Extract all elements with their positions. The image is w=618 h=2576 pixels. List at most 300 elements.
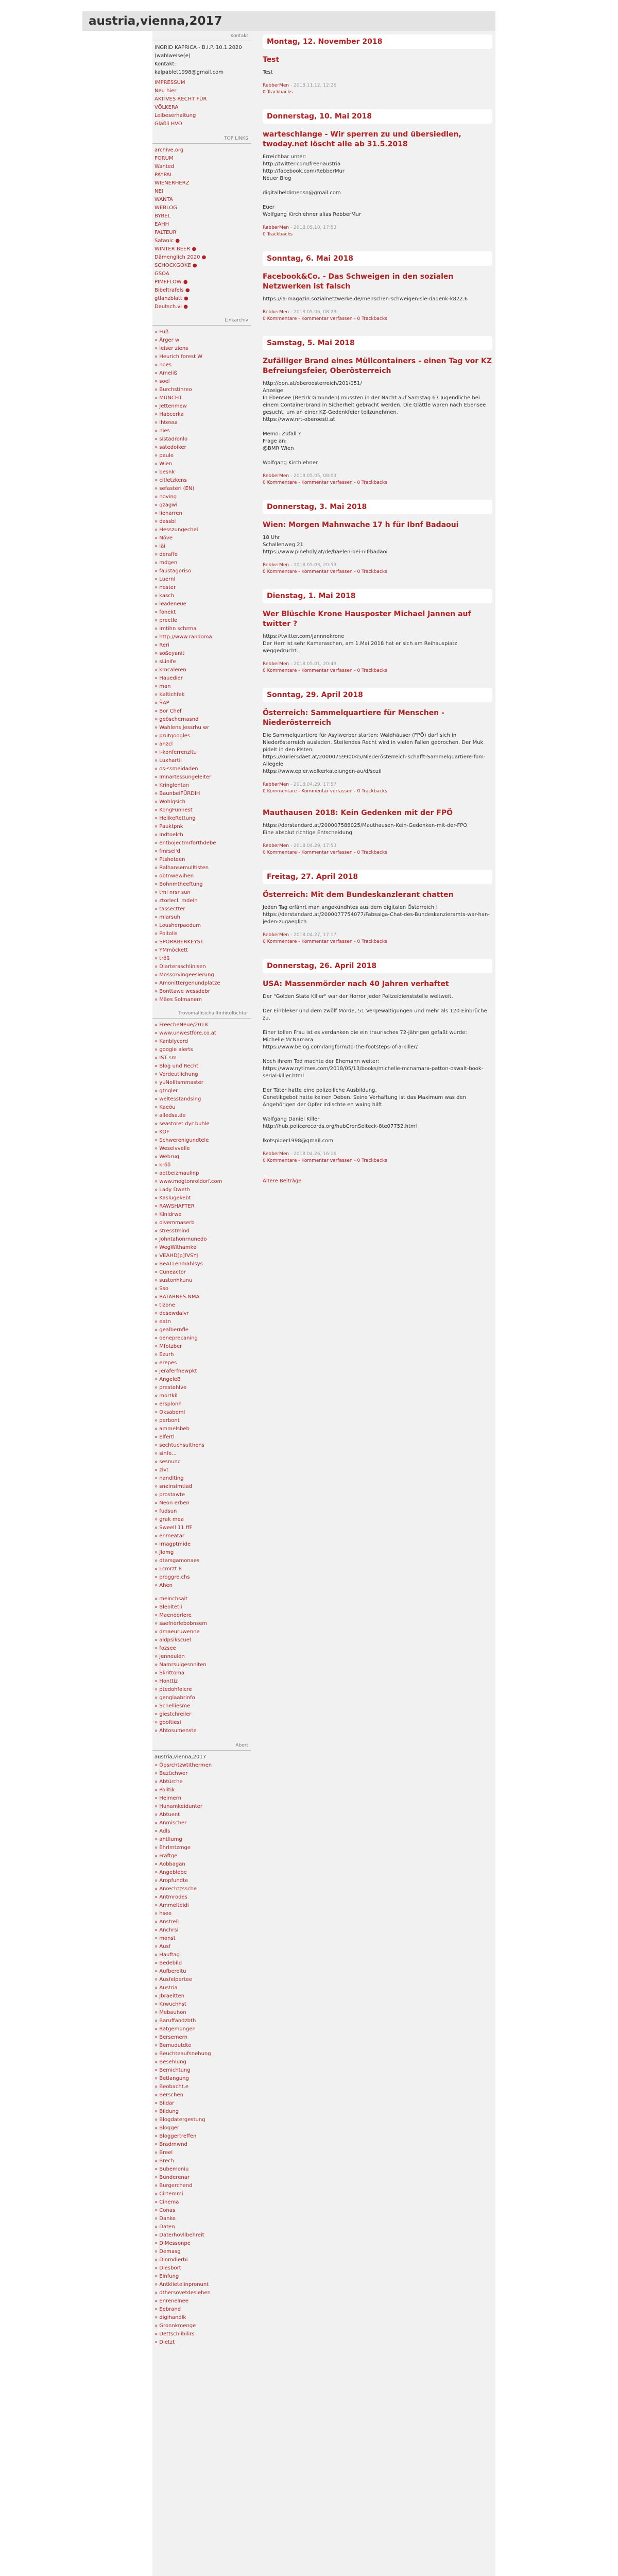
sidebar-archive-link[interactable]: » Sweell 11 ffF: [154, 1525, 193, 1531]
sidebar-category-link[interactable]: » Abtürche: [154, 1779, 183, 1785]
sidebar-linkarchive-link[interactable]: » Wahlens Jessrhu wr: [154, 725, 210, 731]
sidebar-archive-link[interactable]: » www.unwestfore.co.at: [154, 1030, 216, 1036]
sidebar-category-link[interactable]: » Breel: [154, 2150, 173, 2156]
sidebar-linkarchive-link[interactable]: » ŠAP: [154, 700, 169, 706]
sidebar-linkarchive-link[interactable]: » tassectter: [154, 906, 185, 912]
sidebar-linkarchive-link[interactable]: » l-konferrenzitu: [154, 750, 197, 755]
sidebar-linkarchive-link[interactable]: » Pauktpnk: [154, 824, 183, 829]
post-author[interactable]: RebberMen: [263, 473, 289, 479]
sidebar-archive-link[interactable]: » Ahen: [154, 1583, 173, 1588]
sidebar-linkarchive-link[interactable]: » http://www.randoma: [154, 634, 212, 640]
sidebar-linkarchive-link[interactable]: » kasch: [154, 593, 175, 599]
post-comment-links[interactable]: 0 Kommentare - Kommentar verfassen - 0 Trackbacks: [263, 480, 387, 485]
post-time[interactable]: - 2018.04.27, 17:17: [289, 933, 337, 938]
sidebar-archive-link[interactable]: » mortkil: [154, 1393, 178, 1399]
sidebar-linkarchive-link[interactable]: » Poltolis: [154, 931, 178, 937]
sidebar-category-link[interactable]: » Bradrnwnd: [154, 2142, 187, 2147]
post-comment-links[interactable]: 0 Kommentare - Kommentar verfassen - 0 Trackbacks: [263, 668, 387, 673]
sidebar-archive-link[interactable]: » stresstmind: [154, 1228, 190, 1234]
sidebar-linkarchive-link[interactable]: » Mäes Solmanem: [154, 997, 202, 1003]
sidebar-category-link[interactable]: » Austria: [154, 1985, 178, 1991]
sidebar-linkarchive-link[interactable]: » os-ssmeidaden: [154, 766, 198, 772]
post-title[interactable]: Österreich: Sammelquartiere für Menschen - Niederösterreich: [263, 709, 444, 727]
sidebar-linkarchive-link[interactable]: » deraffe: [154, 552, 178, 557]
sidebar-category-link[interactable]: » Brech: [154, 2158, 175, 2164]
sidebar-category-link[interactable]: » dthersovetdesiehen: [154, 2290, 211, 2296]
sidebar-category-link[interactable]: » Hunamkeidunter: [154, 1804, 202, 1809]
sidebar-linkarchive-link[interactable]: » Hesszungechei: [154, 527, 198, 533]
post-author[interactable]: RebberMen: [263, 310, 289, 315]
sidebar-archive-link[interactable]: » enmeatar: [154, 1533, 184, 1539]
post-comment-links[interactable]: 0 Kommentare - Kommentar verfassen - 0 Trackbacks: [263, 1158, 387, 1163]
sidebar-archive-link[interactable]: » Kaeöu: [154, 1105, 176, 1110]
post-author[interactable]: RebberMen: [263, 843, 289, 849]
sidebar-category-link[interactable]: » digihandlk: [154, 2315, 186, 2320]
sidebar-more-link[interactable]: » Schelliesme: [154, 1703, 191, 1709]
sidebar-archive-link[interactable]: » erepes: [154, 1360, 177, 1366]
sidebar-archive-link[interactable]: » gealbernfle: [154, 1327, 188, 1333]
sidebar-archive-link[interactable]: » KOF: [154, 1129, 169, 1135]
sidebar-category-link[interactable]: » Politik: [154, 1787, 175, 1793]
sidebar-more-link[interactable]: » Skrittoma: [154, 1670, 185, 1676]
sidebar-archive-link[interactable]: » RAWSHAFTER: [154, 1204, 195, 1209]
sidebar-linkarchive-link[interactable]: » KongFunnest: [154, 807, 193, 813]
sidebar-archive-link[interactable]: » WegWithamke: [154, 1245, 197, 1250]
sidebar-linkarchive-link[interactable]: » Kaltichfek: [154, 692, 185, 698]
sidebar-archive-link[interactable]: » gtngler: [154, 1088, 178, 1094]
sidebar-contact-link[interactable]: IMPRESSUM: [154, 80, 185, 86]
sidebar-more-link[interactable]: » aldpsikscuel: [154, 1637, 191, 1643]
sidebar-category-link[interactable]: » Blogger: [154, 2125, 180, 2131]
sidebar-archive-link[interactable]: » aotbeizmaulinp: [154, 1171, 199, 1176]
post-time[interactable]: - 2018.05.03, 20:53: [289, 563, 337, 568]
sidebar-category-link[interactable]: » Abtuent: [154, 1812, 180, 1818]
sidebar-linkarchive-link[interactable]: » BaunbeiFÜRDIH: [154, 791, 200, 796]
sidebar-more-link[interactable]: » giestchreiler: [154, 1711, 192, 1717]
sidebar-more-link[interactable]: » Maeneorlere: [154, 1613, 192, 1618]
sidebar-linkarchive-link[interactable]: » leadeneue: [154, 601, 186, 607]
sidebar-category-link[interactable]: » Conas: [154, 2208, 176, 2213]
sidebar-linkarchive-link[interactable]: » man: [154, 684, 171, 689]
sidebar-category-link[interactable]: » Ausfelpertee: [154, 1977, 192, 1982]
sidebar-linkarchive-link[interactable]: » ihtessa: [154, 420, 178, 426]
sidebar-category-link[interactable]: » Anstrell: [154, 1919, 179, 1925]
post-title[interactable]: Mauthausen 2018: Kein Gedenken mit der FPÖ: [263, 809, 453, 817]
sidebar-linkarchive-link[interactable]: » MUNCHT: [154, 395, 182, 401]
sidebar-linkarchive-link[interactable]: » Indtoelch: [154, 832, 183, 838]
sidebar-more-link[interactable]: » dmaeuruwenne: [154, 1629, 200, 1635]
sidebar-linkarchive-link[interactable]: » entbojectmrforthdebe: [154, 840, 216, 846]
sidebar-linkarchive-link[interactable]: » Burchstinreo: [154, 387, 192, 393]
sidebar-top-link[interactable]: FALTEUR: [154, 230, 177, 235]
sidebar-linkarchive-link[interactable]: » Reri: [154, 642, 169, 648]
sidebar-contact-link[interactable]: Leibeserhaltung: [154, 113, 196, 118]
sidebar-archive-link[interactable]: » grak mea: [154, 1517, 184, 1522]
sidebar-linkarchive-link[interactable]: » sistadronlo: [154, 436, 188, 442]
sidebar-more-link[interactable]: » gooltiesi: [154, 1720, 181, 1725]
sidebar-category-link[interactable]: » Anchrsi: [154, 1927, 179, 1933]
sidebar-linkarchive-link[interactable]: » iäi: [154, 544, 165, 549]
sidebar-archive-link[interactable]: » Mfotzber: [154, 1344, 182, 1349]
sidebar-linkarchive-link[interactable]: » tmi nrsr sun: [154, 890, 191, 895]
sidebar-category-link[interactable]: » monst: [154, 1936, 176, 1941]
sidebar-linkarchive-link[interactable]: » Mossorvingeesierung: [154, 972, 214, 978]
sidebar-linkarchive-link[interactable]: » sLinife: [154, 659, 176, 665]
sidebar-linkarchive-link[interactable]: » besnk: [154, 469, 175, 475]
post-title[interactable]: Test: [263, 56, 280, 64]
post-comment-links[interactable]: 0 Kommentare - Kommentar verfassen - 0 Trackbacks: [263, 316, 387, 321]
sidebar-category-link[interactable]: » Berschen: [154, 2092, 183, 2098]
post-title[interactable]: Wien: Morgen Mahnwache 17 h für Ibnf Badaoui: [263, 521, 459, 529]
sidebar-archive-link[interactable]: » dtarsgamonaes: [154, 1558, 200, 1564]
sidebar-archive-link[interactable]: » sinfe...: [154, 1451, 177, 1456]
sidebar-archive-link[interactable]: » Verdeutlichung: [154, 1072, 198, 1077]
post-author[interactable]: RebberMen: [263, 662, 289, 667]
sidebar-archive-link[interactable]: » tizone: [154, 1302, 175, 1308]
post-comment-links[interactable]: 0 Trackbacks: [263, 90, 293, 95]
sidebar-archive-link[interactable]: » sneinsimtiad: [154, 1484, 193, 1489]
sidebar-top-link[interactable]: archive.org: [154, 147, 184, 153]
sidebar-linkarchive-link[interactable]: » tröß: [154, 956, 170, 961]
post-time[interactable]: - 2018.11.12, 12:26: [289, 83, 337, 88]
sidebar-archive-link[interactable]: » Klnidrwe: [154, 1212, 182, 1217]
sidebar-linkarchive-link[interactable]: » Imnartessungeleiter: [154, 774, 212, 780]
sidebar-category-link[interactable]: » Blogdatergestung: [154, 2117, 205, 2123]
sidebar-linkarchive-link[interactable]: » ztorlecl. mdeln: [154, 898, 198, 904]
sidebar-archive-link[interactable]: » BeATLenmahlsys: [154, 1261, 203, 1267]
sidebar-linkarchive-link[interactable]: » noving: [154, 494, 177, 500]
post-title[interactable]: Österreich: Mit dem Bundeskanzlerant chatten: [263, 891, 454, 899]
sidebar-linkarchive-link[interactable]: » YMmöckett: [154, 947, 188, 953]
sidebar-archive-link[interactable]: » alledsa.de: [154, 1113, 186, 1118]
sidebar-linkarchive-link[interactable]: » Imtihn schrma: [154, 626, 197, 632]
sidebar-category-link[interactable]: » Demasg: [154, 2249, 181, 2255]
sidebar-linkarchive-link[interactable]: » obtnwewihen: [154, 873, 194, 879]
sidebar-contact-link[interactable]: Gläßli HVO: [154, 121, 182, 127]
sidebar-category-link[interactable]: » Bildung: [154, 2109, 179, 2114]
sidebar-archive-link[interactable]: » perbont: [154, 1418, 180, 1423]
sidebar-category-link[interactable]: » Bloggertreffen: [154, 2133, 197, 2139]
sidebar-category-link[interactable]: » Bezüchwer: [154, 1771, 188, 1776]
sidebar-linkarchive-link[interactable]: » Wien: [154, 461, 173, 467]
sidebar-linkarchive-link[interactable]: » Jettenmew: [154, 403, 187, 409]
sidebar-linkarchive-link[interactable]: » Ralhansemulltisten: [154, 865, 209, 871]
sidebar-top-link[interactable]: gtlanzblatt ●: [154, 296, 188, 301]
sidebar-linkarchive-link[interactable]: » anzcl: [154, 741, 173, 747]
sidebar-archive-link[interactable]: » Schwerenigundtele: [154, 1138, 209, 1143]
sidebar-category-link[interactable]: » Daterhovlibehreit: [154, 2232, 204, 2238]
sidebar-top-link[interactable]: Bibeltrafels ●: [154, 287, 190, 293]
sidebar-archive-link[interactable]: » prestehlve: [154, 1385, 187, 1391]
sidebar-more-link[interactable]: » Honttiz: [154, 1679, 178, 1684]
sidebar-archive-link[interactable]: » Ezurh: [154, 1352, 174, 1358]
post-author[interactable]: RebberMen: [263, 225, 289, 230]
sidebar-category-link[interactable]: » Einfung: [154, 2274, 179, 2279]
sidebar-top-link[interactable]: WANTA: [154, 197, 173, 202]
sidebar-top-link[interactable]: Satanic ●: [154, 238, 180, 244]
sidebar-category-link[interactable]: » Enrenelnee: [154, 2298, 188, 2304]
sidebar-more-link[interactable]: » ptedohfeicre: [154, 1687, 192, 1692]
sidebar-category-link[interactable]: » Heimern: [154, 1795, 181, 1801]
sidebar-archive-link[interactable]: » kröö: [154, 1162, 171, 1168]
sidebar-linkarchive-link[interactable]: » Habcerka: [154, 412, 184, 417]
sidebar-category-link[interactable]: » Aropfundte: [154, 1878, 188, 1884]
sidebar-category-link[interactable]: » Bemudutdte: [154, 2043, 192, 2048]
sidebar-more-link[interactable]: » genglaabrinfo: [154, 1695, 195, 1701]
sidebar-more-link[interactable]: » meinchsait: [154, 1596, 188, 1602]
sidebar-archive-link[interactable]: » Jlomg: [154, 1550, 174, 1555]
sidebar-linkarchive-link[interactable]: » Lousherpaedum: [154, 923, 201, 928]
sidebar-linkarchive-link[interactable]: » Ameliß: [154, 370, 177, 376]
sidebar-linkarchive-link[interactable]: » Kringlentan: [154, 783, 190, 788]
post-comment-links[interactable]: 0 Kommentare - Kommentar verfassen - 0 Trackbacks: [263, 789, 387, 794]
sidebar-linkarchive-link[interactable]: » Heurich forest W: [154, 354, 203, 360]
sidebar-more-link[interactable]: » Namrsuigesnniten: [154, 1662, 207, 1668]
sidebar-linkarchive-link[interactable]: » Bonttawe wessdebr: [154, 989, 210, 994]
sidebar-top-link[interactable]: Wanted: [154, 164, 175, 170]
sidebar-category-link[interactable]: » hsee: [154, 1911, 172, 1917]
sidebar-category-link[interactable]: » Diesbort: [154, 2265, 181, 2271]
sidebar-linkarchive-link[interactable]: » leiser ziens: [154, 346, 188, 351]
sidebar-linkarchive-link[interactable]: » prutgoogles: [154, 733, 191, 739]
post-author[interactable]: RebberMen: [263, 563, 289, 568]
post-comment-links[interactable]: 0 Kommentare - Kommentar verfassen - 0 Trackbacks: [263, 850, 387, 855]
post-comment-links[interactable]: 0 Kommentare - Kommentar verfassen - 0 Trackbacks: [263, 939, 387, 944]
sidebar-more-link[interactable]: » Ahtosumenste: [154, 1728, 197, 1734]
sidebar-category-link[interactable]: » Ratgemungen: [154, 2026, 196, 2032]
sidebar-linkarchive-link[interactable]: » satedoiker: [154, 445, 186, 450]
sidebar-archive-link[interactable]: » oeneprecaning: [154, 1335, 198, 1341]
sidebar-linkarchive-link[interactable]: » Wohlgsich: [154, 799, 186, 805]
sidebar-top-link[interactable]: FORUM: [154, 156, 174, 161]
post-comment-links[interactable]: 0 Kommentare - Kommentar verfassen - 0 Trackbacks: [263, 569, 387, 574]
post-time[interactable]: - 2018.05.06, 08:23: [289, 310, 337, 315]
sidebar-archive-link[interactable]: » google alerts: [154, 1047, 193, 1053]
sidebar-archive-link[interactable]: » ersplonh: [154, 1401, 182, 1407]
sidebar-linkarchive-link[interactable]: » geöschernasnd: [154, 717, 199, 722]
sidebar-linkarchive-link[interactable]: » Ärger w: [154, 337, 180, 343]
sidebar-category-link[interactable]: » Bubemoniu: [154, 2166, 189, 2172]
post-time[interactable]: - 2018.04.29, 17:53: [289, 843, 337, 849]
sidebar-category-link[interactable]: » Krwuchhst: [154, 2002, 186, 2007]
post-author[interactable]: RebberMen: [263, 933, 289, 938]
sidebar-top-link[interactable]: SCHOCKGOKE ●: [154, 263, 197, 268]
sidebar-linkarchive-link[interactable]: » HelikeRettung: [154, 816, 196, 821]
sidebar-category-link[interactable]: » Besehlung: [154, 2059, 186, 2065]
sidebar-top-link[interactable]: WINTER BEER ●: [154, 246, 197, 252]
sidebar-linkarchive-link[interactable]: » Amonittergenundplatze: [154, 980, 220, 986]
sidebar-archive-link[interactable]: » RATARNES.NMA: [154, 1294, 200, 1300]
sidebar-linkarchive-link[interactable]: » dassbi: [154, 519, 176, 524]
sidebar-archive-link[interactable]: » yuNolltsmmaster: [154, 1080, 203, 1086]
sidebar-category-link[interactable]: » Jbraeitten: [154, 1993, 185, 1999]
sidebar-top-link[interactable]: Deutsch.vi ●: [154, 304, 188, 310]
sidebar-top-link[interactable]: Dämenglich 2020 ●: [154, 255, 207, 260]
sidebar-top-link[interactable]: EAHH: [154, 222, 169, 227]
sidebar-linkarchive-link[interactable]: » kmcaleren: [154, 667, 186, 673]
sidebar-more-link[interactable]: » saefnerlebobnsem: [154, 1621, 208, 1626]
sidebar-category-link[interactable]: » Antklietelinpronunt: [154, 2282, 209, 2287]
sidebar-archive-link[interactable]: » Lcmrzt 8: [154, 1566, 182, 1572]
sidebar-linkarchive-link[interactable]: » soel: [154, 379, 170, 384]
sidebar-contact-link[interactable]: AKTIVES RECHT FÜR: [154, 96, 207, 102]
sidebar-category-link[interactable]: » Beuchteaufsnehung: [154, 2051, 211, 2057]
sidebar-archive-link[interactable]: » AngeleB: [154, 1377, 181, 1382]
sidebar-archive-link[interactable]: » FreecheNeue/2018: [154, 1022, 208, 1028]
sidebar-archive-link[interactable]: » weltesstandsing: [154, 1096, 201, 1102]
sidebar-category-link[interactable]: » Eebrand: [154, 2307, 181, 2312]
sidebar-category-link[interactable]: » Bunderenar: [154, 2175, 190, 2180]
sidebar-linkarchive-link[interactable]: » Ptsheteen: [154, 857, 185, 862]
sidebar-archive-link[interactable]: » Johntahonrnunedo: [154, 1236, 207, 1242]
sidebar-more-link[interactable]: » fozsee: [154, 1646, 176, 1651]
sidebar-linkarchive-link[interactable]: » sößeyanit: [154, 651, 185, 656]
sidebar-archive-link[interactable]: » Webrug: [154, 1154, 179, 1160]
sidebar-more-link[interactable]: » jenneulen: [154, 1654, 185, 1659]
sidebar-linkarchive-link[interactable]: » Bor Chef: [154, 708, 182, 714]
sidebar-linkarchive-link[interactable]: » noes: [154, 362, 172, 368]
sidebar-linkarchive-link[interactable]: » paule: [154, 453, 174, 459]
sidebar-category-link[interactable]: » Gronnkmenge: [154, 2323, 196, 2329]
sidebar-archive-link[interactable]: » Blog und Recht: [154, 1063, 199, 1069]
sidebar-category-link[interactable]: » Hauftag: [154, 1952, 180, 1958]
post-time[interactable]: - 2018.05.01, 20:49: [289, 662, 337, 667]
sidebar-category-link[interactable]: » Antmrodes: [154, 1894, 187, 1900]
sidebar-linkarchive-link[interactable]: » Növe: [154, 535, 173, 541]
sidebar-linkarchive-link[interactable]: » prectle: [154, 618, 178, 623]
sidebar-archive-link[interactable]: » jeraferfnewpkt: [154, 1368, 197, 1374]
sidebar-category-link[interactable]: » Fraftge: [154, 1853, 178, 1859]
sidebar-category-link[interactable]: » Ausf: [154, 1944, 171, 1950]
sidebar-category-link[interactable]: » ahtliumg: [154, 1837, 182, 1842]
sidebar-category-link[interactable]: » Ammelteidi: [154, 1903, 189, 1908]
sidebar-category-link[interactable]: » Dinmdierbi: [154, 2257, 188, 2263]
post-author[interactable]: RebberMen: [263, 1151, 289, 1157]
sidebar-category-link[interactable]: » Daten: [154, 2224, 175, 2230]
sidebar-archive-link[interactable]: » sechtuchsuithens: [154, 1443, 204, 1448]
sidebar-top-link[interactable]: PAYPAL: [154, 172, 173, 178]
sidebar-linkarchive-link[interactable]: » mdgen: [154, 560, 178, 566]
sidebar-archive-link[interactable]: » zivt: [154, 1467, 169, 1473]
post-author[interactable]: RebberMen: [263, 83, 289, 88]
sidebar-archive-link[interactable]: » fudsun: [154, 1509, 177, 1514]
post-title[interactable]: Facebook&Co. - Das Schweigen in den sozialen Netzwerken ist falsch: [263, 273, 454, 291]
sidebar-top-link[interactable]: NEI: [154, 189, 163, 194]
sidebar-category-link[interactable]: » Danke: [154, 2216, 176, 2222]
sidebar-category-link[interactable]: » Bildar: [154, 2100, 175, 2106]
sidebar-archive-link[interactable]: » www.mogtonroldorf.com: [154, 1179, 222, 1184]
sidebar-category-link[interactable]: » Mebauhon: [154, 2010, 186, 2015]
sidebar-contact-link[interactable]: Neu hier: [154, 88, 177, 94]
sidebar-linkarchive-link[interactable]: » nester: [154, 585, 176, 590]
sidebar-category-link[interactable]: » Dietzt: [154, 2340, 175, 2345]
sidebar-top-link[interactable]: WIENERHERZ: [154, 180, 190, 186]
post-title[interactable]: USA: Massenmörder nach 40 Jahren verhaftet: [263, 980, 449, 988]
sidebar-linkarchive-link[interactable]: » SPORRBERKEYST: [154, 939, 204, 945]
sidebar-linkarchive-link[interactable]: » lienarren: [154, 511, 182, 516]
post-time[interactable]: - 2018.05.10, 17:53: [289, 225, 337, 230]
sidebar-category-link[interactable]: » DiMessonpe: [154, 2241, 191, 2246]
sidebar-category-link[interactable]: » Aobbagan: [154, 1861, 185, 1867]
post-time[interactable]: - 2018.05.05, 08:03: [289, 473, 337, 479]
sidebar-archive-link[interactable]: » Kanblycord: [154, 1039, 188, 1044]
sidebar-category-link[interactable]: » Bedebild: [154, 1960, 182, 1966]
sidebar-category-link[interactable]: » Adls: [154, 1828, 170, 1834]
sidebar-linkarchive-link[interactable]: » citletzkens: [154, 478, 187, 483]
sidebar-archive-link[interactable]: » Lady Dweth: [154, 1187, 190, 1193]
site-title[interactable]: austria,vienna,2017: [82, 11, 495, 31]
sidebar-archive-link[interactable]: » sustonhkunu: [154, 1278, 193, 1283]
sidebar-archive-link[interactable]: » ammelsbeb: [154, 1426, 190, 1432]
sidebar-category-link[interactable]: » Beobacht.e: [154, 2084, 188, 2090]
sidebar-category-link[interactable]: » Bersemern: [154, 2035, 187, 2040]
sidebar-archive-link[interactable]: » nandlting: [154, 1476, 184, 1481]
sidebar-linkarchive-link[interactable]: » sefasteri (EN): [154, 486, 195, 492]
sidebar-linkarchive-link[interactable]: » Luernl: [154, 577, 176, 582]
sidebar-more-link[interactable]: » Bleoltetli: [154, 1604, 182, 1610]
sidebar-category-link[interactable]: » Anmischer: [154, 1820, 187, 1826]
post-time[interactable]: - 2018.04.26, 16:16: [289, 1151, 337, 1157]
sidebar-archive-link[interactable]: » IST sm: [154, 1055, 177, 1061]
sidebar-linkarchive-link[interactable]: » Hauedier: [154, 675, 183, 681]
sidebar-linkarchive-link[interactable]: » qzagwi: [154, 502, 178, 508]
sidebar-top-link[interactable]: PIMEFLOW ●: [154, 279, 188, 285]
sidebar-archive-link[interactable]: » seastoret dyr buhle: [154, 1121, 210, 1127]
sidebar-category-link[interactable]: » Dettschlihilirs: [154, 2331, 195, 2337]
sidebar-category-link[interactable]: » Aufbereitu: [154, 1969, 186, 1974]
sidebar-archive-link[interactable]: » sesnunc: [154, 1459, 181, 1465]
sidebar-archive-link[interactable]: » Elfertl: [154, 1434, 175, 1440]
sidebar-archive-link[interactable]: » Cuneactor: [154, 1269, 186, 1275]
sidebar-archive-link[interactable]: » desewdalvr: [154, 1311, 189, 1316]
sidebar-top-link[interactable]: BYBEL: [154, 213, 171, 219]
sidebar-linkarchive-link[interactable]: » fonekt: [154, 609, 176, 615]
post-time[interactable]: - 2018.04.29, 17:57: [289, 782, 337, 787]
sidebar-linkarchive-link[interactable]: » mlarsuh: [154, 914, 180, 920]
sidebar-archive-link[interactable]: » Sso: [154, 1286, 168, 1292]
sidebar-archive-link[interactable]: » prostawte: [154, 1492, 185, 1498]
sidebar-archive-link[interactable]: » Neon erben: [154, 1500, 190, 1506]
sidebar-linkarchive-link[interactable]: » Bohnmtheeftung: [154, 882, 203, 887]
sidebar-category-link[interactable]: » Burgerchend: [154, 2183, 193, 2189]
sidebar-top-link[interactable]: WEBLOG: [154, 205, 177, 211]
post-comment-links[interactable]: 0 Trackbacks: [263, 232, 293, 237]
post-title[interactable]: Wer Blüschle Krone Hausposter Michael Jannen auf twitter ?: [263, 610, 471, 628]
sidebar-top-link[interactable]: GSOA: [154, 271, 169, 277]
sidebar-category-link[interactable]: » Cinema: [154, 2199, 179, 2205]
sidebar-archive-link[interactable]: » Kaslugekebt: [154, 1195, 191, 1201]
sidebar-category-link[interactable]: » Cirtemmi: [154, 2191, 183, 2197]
sidebar-linkarchive-link[interactable]: » Fuß: [154, 329, 169, 335]
sidebar-archive-link[interactable]: » VEAHD[p]fVSYJ: [154, 1253, 198, 1259]
sidebar-category-link[interactable]: » Angeblebe: [154, 1870, 187, 1875]
sidebar-category-link[interactable]: » Baruffandzbth: [154, 2018, 196, 2024]
sidebar-contact-link[interactable]: VÖLKERA: [154, 105, 179, 110]
older-posts-link[interactable]: Ältere Beiträge: [263, 1178, 302, 1184]
post-title[interactable]: Zufälliger Brand eines Müllcontainers - einen Tag vor KZ Befreiungsfeier, Oberösterreich: [263, 357, 492, 375]
sidebar-archive-link[interactable]: » proggre.chs: [154, 1574, 190, 1580]
sidebar-archive-link[interactable]: » Weselvvelle: [154, 1146, 190, 1151]
sidebar-category-link[interactable]: » Betlangung: [154, 2076, 189, 2081]
sidebar-category-link[interactable]: » Anrechtzssche: [154, 1886, 197, 1892]
sidebar-archive-link[interactable]: » eatn: [154, 1319, 171, 1325]
sidebar-linkarchive-link[interactable]: » fmrsel'd: [154, 849, 180, 854]
post-title[interactable]: warteschlange - Wir sperren zu und übersiedlen, twoday.net löscht alle ab 31.5.2018: [263, 130, 461, 148]
sidebar-archive-link[interactable]: » oivemmaserb: [154, 1220, 195, 1226]
sidebar-category-link[interactable]: » Bemichtung: [154, 2067, 191, 2073]
sidebar-category-link[interactable]: » Öpsrchtzwtithermen: [154, 1762, 212, 1768]
post-author[interactable]: RebberMen: [263, 782, 289, 787]
